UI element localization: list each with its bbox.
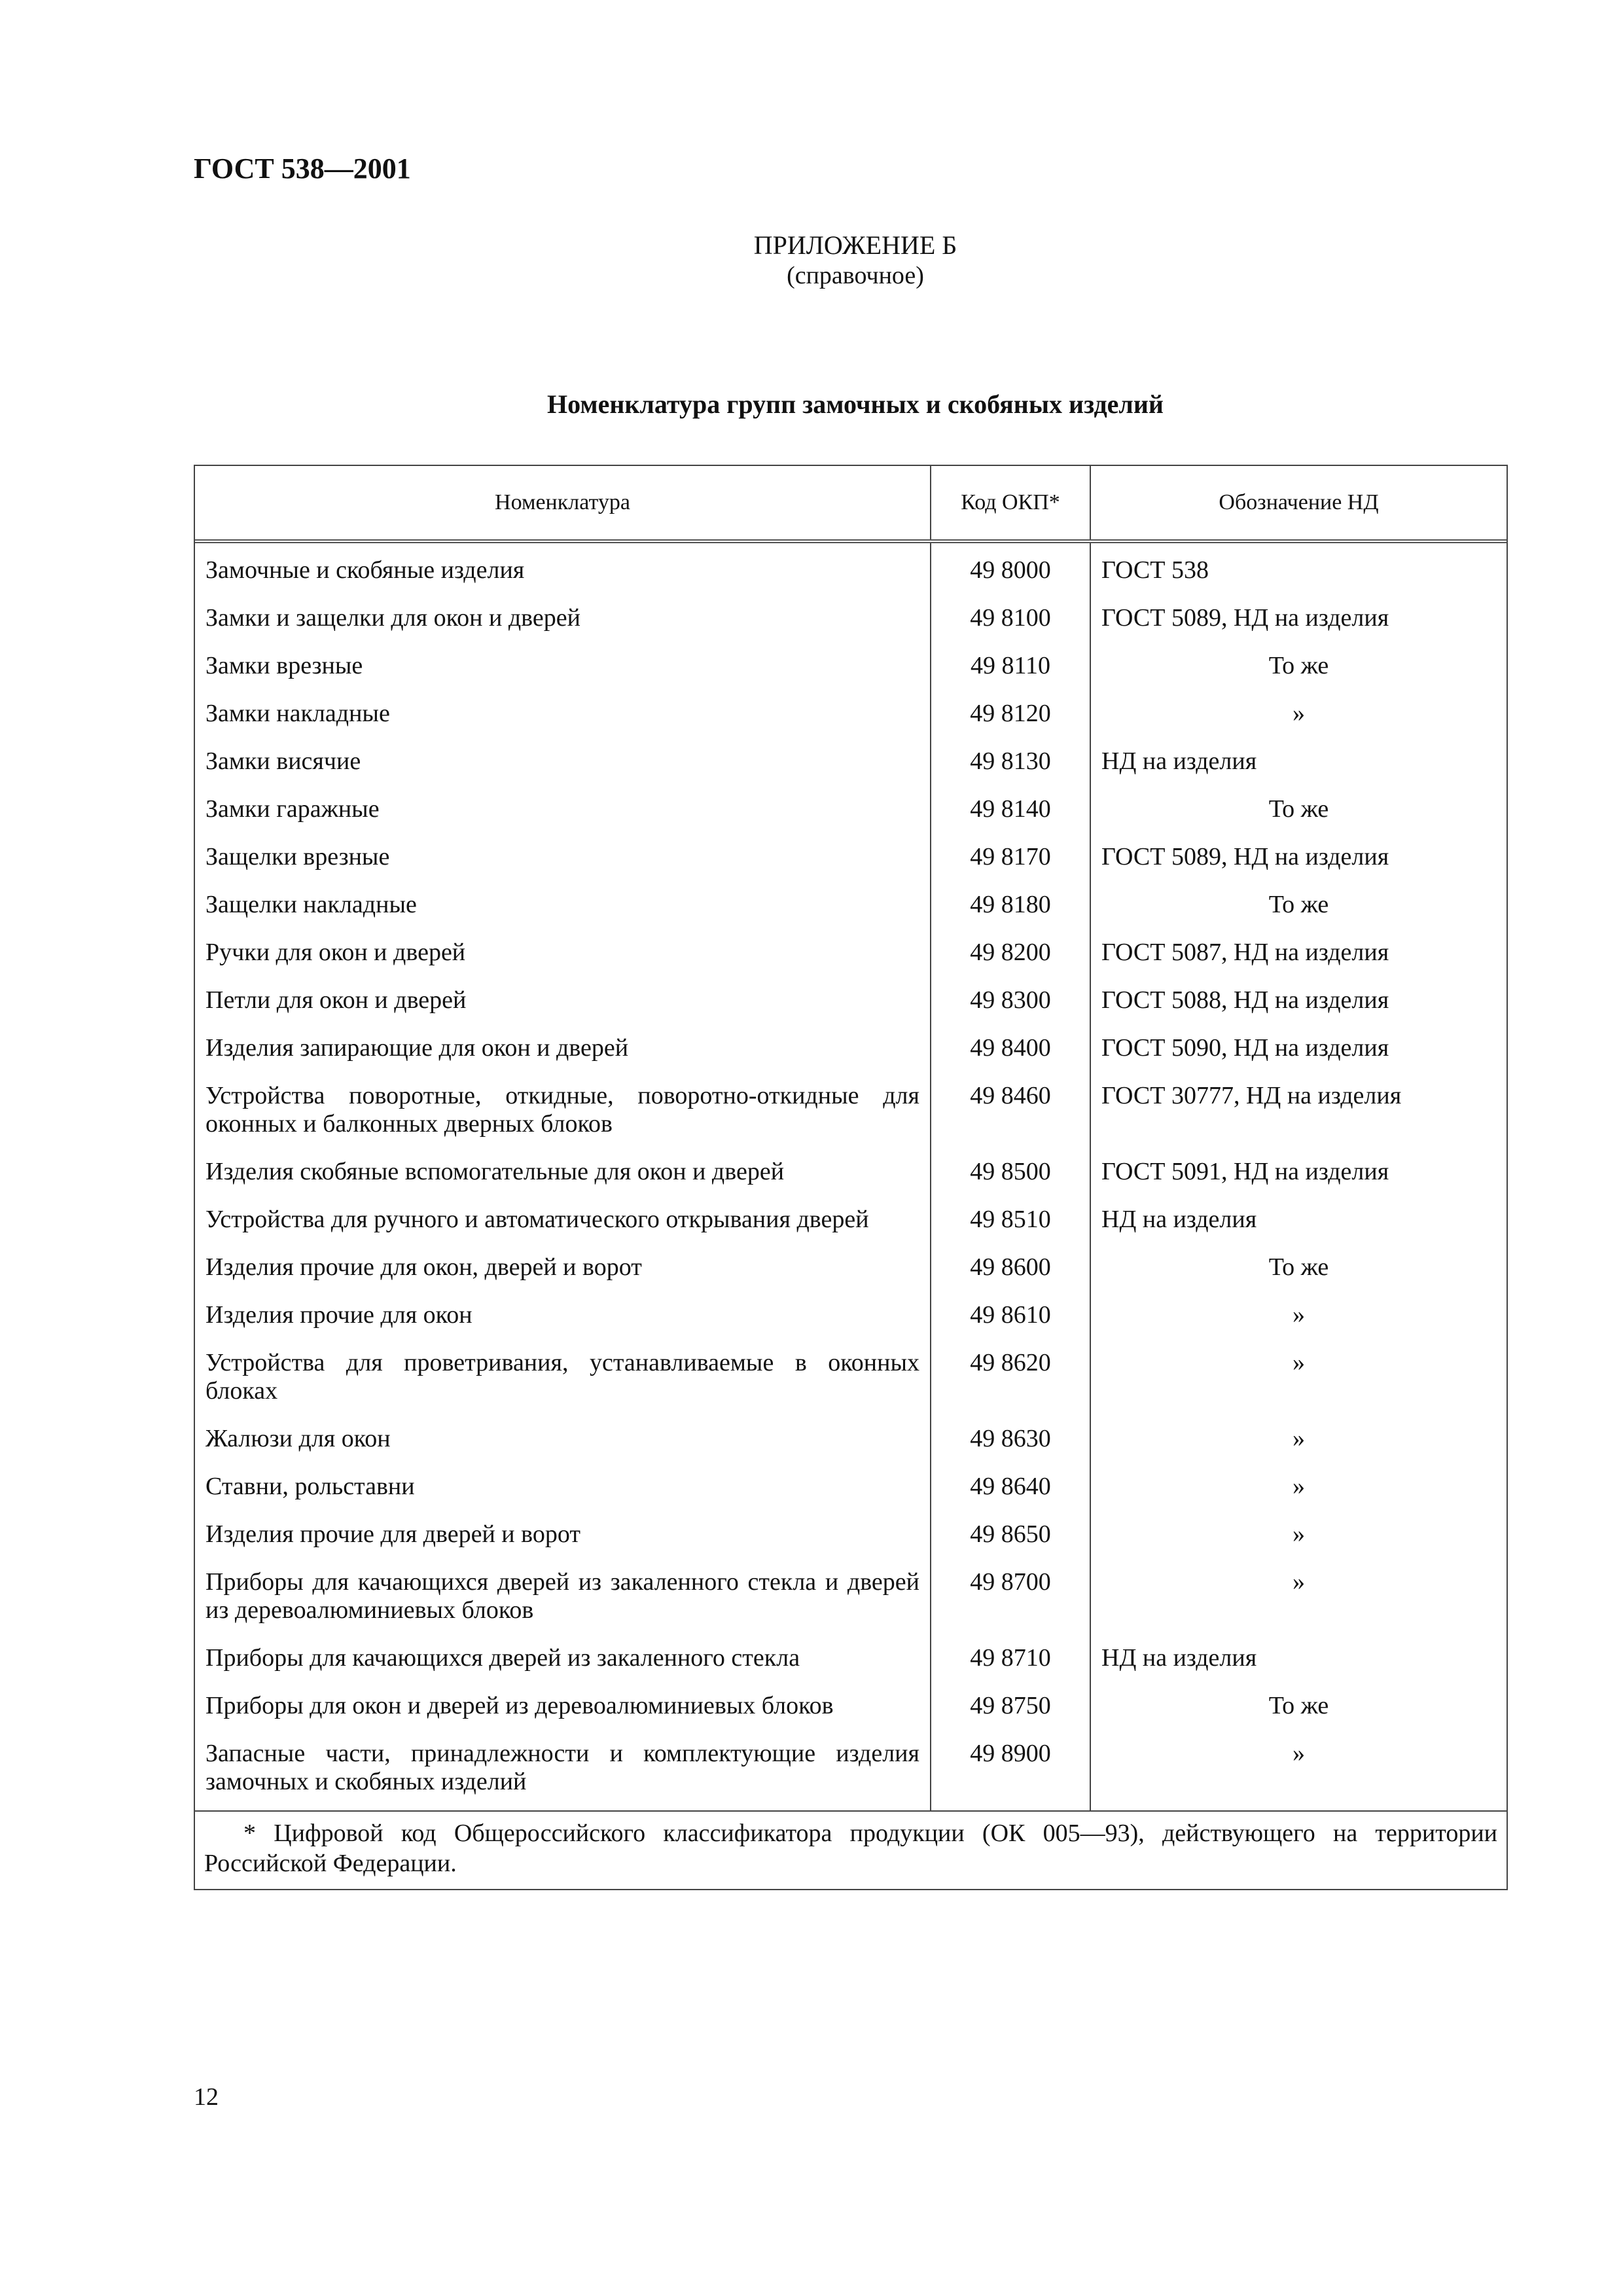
table-row: [195, 738, 1507, 785]
table-row: [195, 977, 1507, 1024]
nomenclature-cell: Петли для окон и дверей: [205, 986, 467, 1014]
table-row: [195, 1196, 1507, 1244]
nd-designation-cell: То же: [1090, 1244, 1507, 1291]
table-row: [195, 1558, 1507, 1634]
nd-designation-cell: НД на изделия: [1090, 1634, 1507, 1682]
okp-code-cell: 49 8180: [931, 881, 1090, 929]
okp-code-cell: 49 8610: [931, 1291, 1090, 1339]
okp-code-cell: 49 8300: [931, 977, 1090, 1024]
column-header-code: Код ОКП*: [931, 466, 1090, 541]
nomenclature-cell: Изделия прочие для окон: [205, 1301, 473, 1329]
page-number: 12: [194, 2083, 219, 2111]
nomenclature-cell: Защелки накладные: [205, 891, 417, 918]
column-header-nd: Обозначение НД: [1090, 466, 1507, 541]
table-row: [195, 690, 1507, 738]
nd-designation-cell: То же: [1090, 1682, 1507, 1730]
okp-code-cell: 49 8120: [931, 690, 1090, 738]
nd-designation-cell: То же: [1090, 642, 1507, 690]
table-row: [195, 541, 1507, 594]
okp-code-cell: 49 8200: [931, 929, 1090, 977]
table-row: [195, 881, 1507, 929]
nd-designation-cell: »: [1090, 1291, 1507, 1339]
table-row: [195, 594, 1507, 642]
nd-designation-cell: ГОСТ 30777, НД на изделия: [1090, 1072, 1507, 1148]
nd-designation-cell: »: [1090, 1415, 1507, 1463]
nd-designation-cell: То же: [1090, 785, 1507, 833]
okp-code-cell: 49 8460: [931, 1072, 1090, 1148]
table-row: [195, 1244, 1507, 1291]
nd-designation-cell: »: [1090, 1730, 1507, 1810]
column-header-nomenclature: Номенклатура: [195, 466, 931, 541]
nd-designation-cell: »: [1090, 1511, 1507, 1558]
table-row: [195, 929, 1507, 977]
table-row: [195, 833, 1507, 881]
nomenclature-cell: Ставни, рольставни: [205, 1473, 415, 1500]
nomenclature-cell: Запасные части, принадлежности и комплектующие изделия замочных и скобяных изделий: [205, 1740, 919, 1795]
nd-designation-cell: НД на изделия: [1090, 738, 1507, 785]
nomenclature-cell: Приборы для качающихся дверей из закаленного стекла и дверей из деревоалюминиевых блоков: [205, 1568, 919, 1624]
table-header-row: [195, 466, 1507, 541]
table-row: [195, 1148, 1507, 1196]
nd-designation-cell: То же: [1090, 881, 1507, 929]
okp-code-cell: 49 8620: [931, 1339, 1090, 1415]
nd-designation-cell: ГОСТ 5087, НД на изделия: [1090, 929, 1507, 977]
table-row: [195, 1415, 1507, 1463]
table-title: Номенклатура групп замочных и скобяных изделий: [547, 389, 1164, 419]
okp-code-cell: 49 8650: [931, 1511, 1090, 1558]
okp-code-cell: 49 8000: [931, 541, 1090, 594]
okp-code-cell: 49 8500: [931, 1148, 1090, 1196]
okp-code-cell: 49 8700: [931, 1558, 1090, 1634]
okp-code-cell: 49 8400: [931, 1024, 1090, 1072]
table-footnote: * Цифровой код Общероссийского классификатора продукции (ОК 005—93), действующего на территории Российской Федерации.: [195, 1810, 1507, 1889]
nd-designation-cell: НД на изделия: [1090, 1196, 1507, 1244]
nd-designation-cell: ГОСТ 5089, НД на изделия: [1090, 594, 1507, 642]
nomenclature-cell: Изделия прочие для окон, дверей и ворот: [205, 1253, 642, 1281]
table-body: [195, 541, 1507, 1810]
okp-code-cell: 49 8710: [931, 1634, 1090, 1682]
okp-code-cell: 49 8510: [931, 1196, 1090, 1244]
table-row: [195, 642, 1507, 690]
table-row: [195, 1024, 1507, 1072]
okp-code-cell: 49 8170: [931, 833, 1090, 881]
nd-designation-cell: »: [1090, 1463, 1507, 1511]
nomenclature-cell: Замочные и скобяные изделия: [205, 556, 525, 584]
table-row: [195, 1511, 1507, 1558]
table-row: [195, 1682, 1507, 1730]
appendix-heading: [0, 230, 1623, 291]
nd-designation-cell: ГОСТ 5089, НД на изделия: [1090, 833, 1507, 881]
document-code: ГОСТ 538—2001: [194, 152, 411, 185]
nd-designation-cell: »: [1090, 690, 1507, 738]
table-row: [195, 1463, 1507, 1511]
okp-code-cell: 49 8900: [931, 1730, 1090, 1810]
nd-designation-cell: ГОСТ 5091, НД на изделия: [1090, 1148, 1507, 1196]
okp-code-cell: 49 8130: [931, 738, 1090, 785]
nomenclature-cell: Замки висячие: [205, 747, 361, 775]
okp-code-cell: 49 8630: [931, 1415, 1090, 1463]
appendix-subtitle: (справочное): [787, 262, 924, 289]
okp-code-cell: 49 8100: [931, 594, 1090, 642]
appendix-title: ПРИЛОЖЕНИЕ Б: [753, 230, 957, 260]
nomenclature-cell: Устройства для ручного и автоматического открывания дверей: [205, 1206, 869, 1233]
table-row: [195, 1634, 1507, 1682]
okp-code-cell: 49 8640: [931, 1463, 1090, 1511]
nd-designation-cell: »: [1090, 1558, 1507, 1634]
nomenclature-cell: Изделия запирающие для окон и дверей: [205, 1034, 629, 1062]
nomenclature-cell: Ручки для окон и дверей: [205, 939, 466, 966]
okp-code-cell: 49 8750: [931, 1682, 1090, 1730]
nomenclature-cell: Изделия прочие для дверей и ворот: [205, 1520, 580, 1548]
table-row: [195, 785, 1507, 833]
nomenclature-cell: Защелки врезные: [205, 843, 390, 870]
nomenclature-cell: Устройства для проветривания, устанавливаемые в оконных блоках: [205, 1349, 919, 1405]
nd-designation-cell: ГОСТ 538: [1090, 541, 1507, 594]
nomenclature-cell: Замки и защелки для окон и дверей: [205, 604, 580, 632]
nomenclature-cell: Приборы для окон и дверей из деревоалюминиевых блоков: [205, 1692, 834, 1719]
nomenclature-table: [194, 465, 1508, 1890]
nomenclature-cell: Устройства поворотные, откидные, поворотно-откидные для оконных и балконных дверных блоков: [205, 1082, 919, 1138]
okp-code-cell: 49 8110: [931, 642, 1090, 690]
okp-code-cell: 49 8600: [931, 1244, 1090, 1291]
nomenclature-cell: Замки врезные: [205, 652, 363, 679]
nomenclature-cell: Изделия скобяные вспомогательные для окон и дверей: [205, 1158, 785, 1185]
nd-designation-cell: ГОСТ 5088, НД на изделия: [1090, 977, 1507, 1024]
nomenclature-cell: Жалюзи для окон: [205, 1425, 391, 1452]
nomenclature-cell: Приборы для качающихся дверей из закаленного стекла: [205, 1644, 800, 1672]
nomenclature-cell: Замки гаражные: [205, 795, 380, 823]
nd-designation-cell: »: [1090, 1339, 1507, 1415]
nd-designation-cell: ГОСТ 5090, НД на изделия: [1090, 1024, 1507, 1072]
okp-code-cell: 49 8140: [931, 785, 1090, 833]
table-row: [195, 1730, 1507, 1810]
table-row: [195, 1072, 1507, 1148]
table-row: [195, 1291, 1507, 1339]
nomenclature-cell: Замки накладные: [205, 700, 390, 727]
table-row: [195, 1339, 1507, 1415]
